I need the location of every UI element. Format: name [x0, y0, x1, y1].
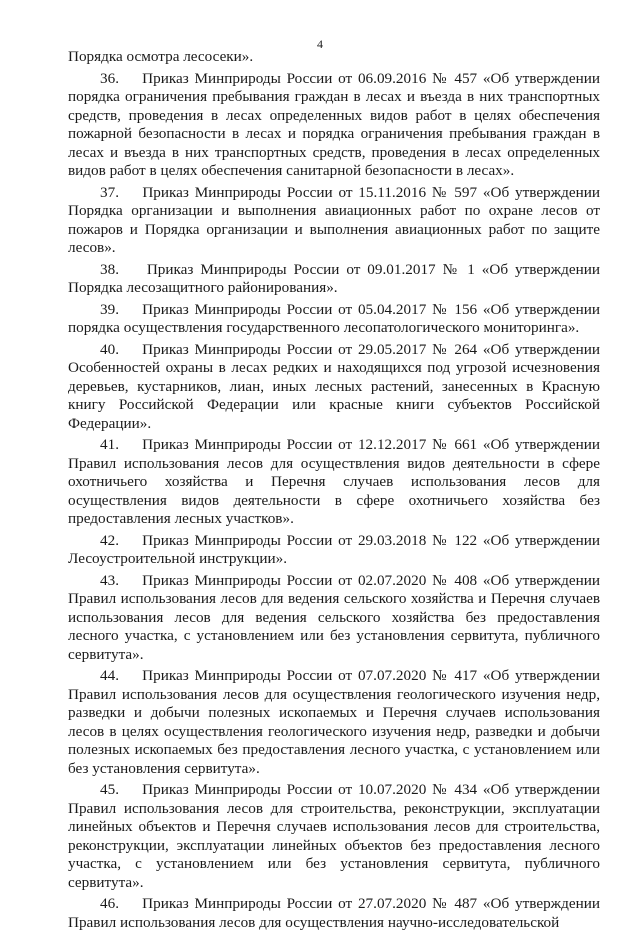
list-item [68, 667, 600, 778]
item-text: Приказ Минприроды России от 27.07.2020 № 487 «Об утверждении Правил использования лесов для осуществления научно-исследовательской [68, 895, 601, 931]
item-number: 41. [100, 436, 119, 453]
item-text: Приказ Минприроды России от 29.03.2018 № 122 «Об утверждении Лесоустроительной инструкции». [68, 531, 601, 567]
item-number: 42. [100, 531, 119, 549]
item-text: Приказ Минприроды России от 15.11.2016 № 597 «Об утверждении Порядка организации и выполнения авиационных работ по охране лесов от пожаров и Порядка организации и выполнения авиационных работ по защите лесов». [68, 183, 600, 256]
page-number: 4 [317, 37, 323, 51]
item-number: 37. [100, 183, 119, 201]
list-item [68, 184, 600, 258]
item-number: 39. [100, 300, 119, 318]
order-list [68, 70, 600, 933]
item-number: 36. [100, 69, 119, 87]
item-number: 44. [100, 667, 119, 684]
item-number: 46. [100, 895, 119, 912]
item-number: 43. [100, 571, 119, 589]
list-item [68, 781, 600, 892]
item-text: Приказ Минприроды России от 02.07.2020 № 408 «Об утверждении Правил использования лесов для ведения сельского хозяйства и Перечня случаев использования лесов для ведения сельского хозяйства без предоставления лесного участка, с установлением или без установления сервитута, публичного сервитута». [68, 571, 601, 663]
item-number: 40. [100, 340, 119, 358]
list-item [68, 436, 600, 529]
item-text: Приказ Минприроды России от 06.09.2016 № 457 «Об утверждении порядка ограничения пребывания граждан в лесах и въезда в них транспортных средств, проведения в лесах определенных видов работ в целях обеспечения пожарной безопасности в лесах и порядка ограничения пребывания граждан в лесах и въезда в них транспортных средств, проведения в лесах определенных видов работ в целях обеспечения санитарной безопасности в лесах». [68, 69, 601, 179]
item-number: 45. [100, 781, 119, 798]
item-text: Приказ Минприроды России от 10.07.2020 № 434 «Об утверждении Правил использования лесов для строительства, реконструкции, эксплуатации линейных объектов и Перечня случаев использования лесов для строительства, реконструкции, эксплуатации линейных объектов без предоставления лесного участка, с установлением или без установления сервитута, публичного сервитута». [68, 781, 601, 891]
list-item [68, 572, 600, 665]
item-text: Приказ Минприроды России от 12.12.2017 № 661 «Об утверждении Правил использования лесов для осуществления видов деятельности в сфере охотничьего хозяйства и Перечня случаев использования лесов для осуществления видов деятельности в сфере охотничьего хозяйства без предоставления лесных участков». [68, 436, 601, 527]
list-item [68, 895, 600, 932]
list-item [68, 532, 600, 569]
document-body [68, 48, 600, 935]
continuation-text: Порядка осмотра лесосеки». [68, 48, 254, 65]
list-item [68, 261, 600, 298]
list-item [68, 70, 600, 181]
item-number: 38. [100, 260, 119, 278]
list-item [68, 341, 600, 434]
list-item [68, 301, 600, 338]
item-text: Приказ Минприроды России от 29.05.2017 № 264 «Об утверждении Особенностей охраны в лесах редких и находящихся под угрозой исчезновения деревьев, кустарников, лиан, иных лесных растений, занесенных в Красную книгу Российской Федерации или красные книги субъектов Российской Федерации». [68, 340, 601, 432]
item-text: Приказ Минприроды России от 09.01.2017 № 1 «Об утверждении Порядка лесозащитного районирования». [68, 260, 601, 296]
item-text: Приказ Минприроды России от 07.07.2020 № 417 «Об утверждении Правил использования лесов для осуществления геологического изучения недр, разведки и добычи полезных ископаемых и Перечня случаев использования лесов в целях осуществления геологического изучения недр, разведки и добычи полезных ископаемых без предоставления лесного участка, с установлением или без установления сервитута». [68, 667, 601, 777]
item-text: Приказ Минприроды России от 05.04.2017 № 156 «Об утверждении порядка осуществления государственного лесопатологического мониторинга». [68, 300, 601, 336]
